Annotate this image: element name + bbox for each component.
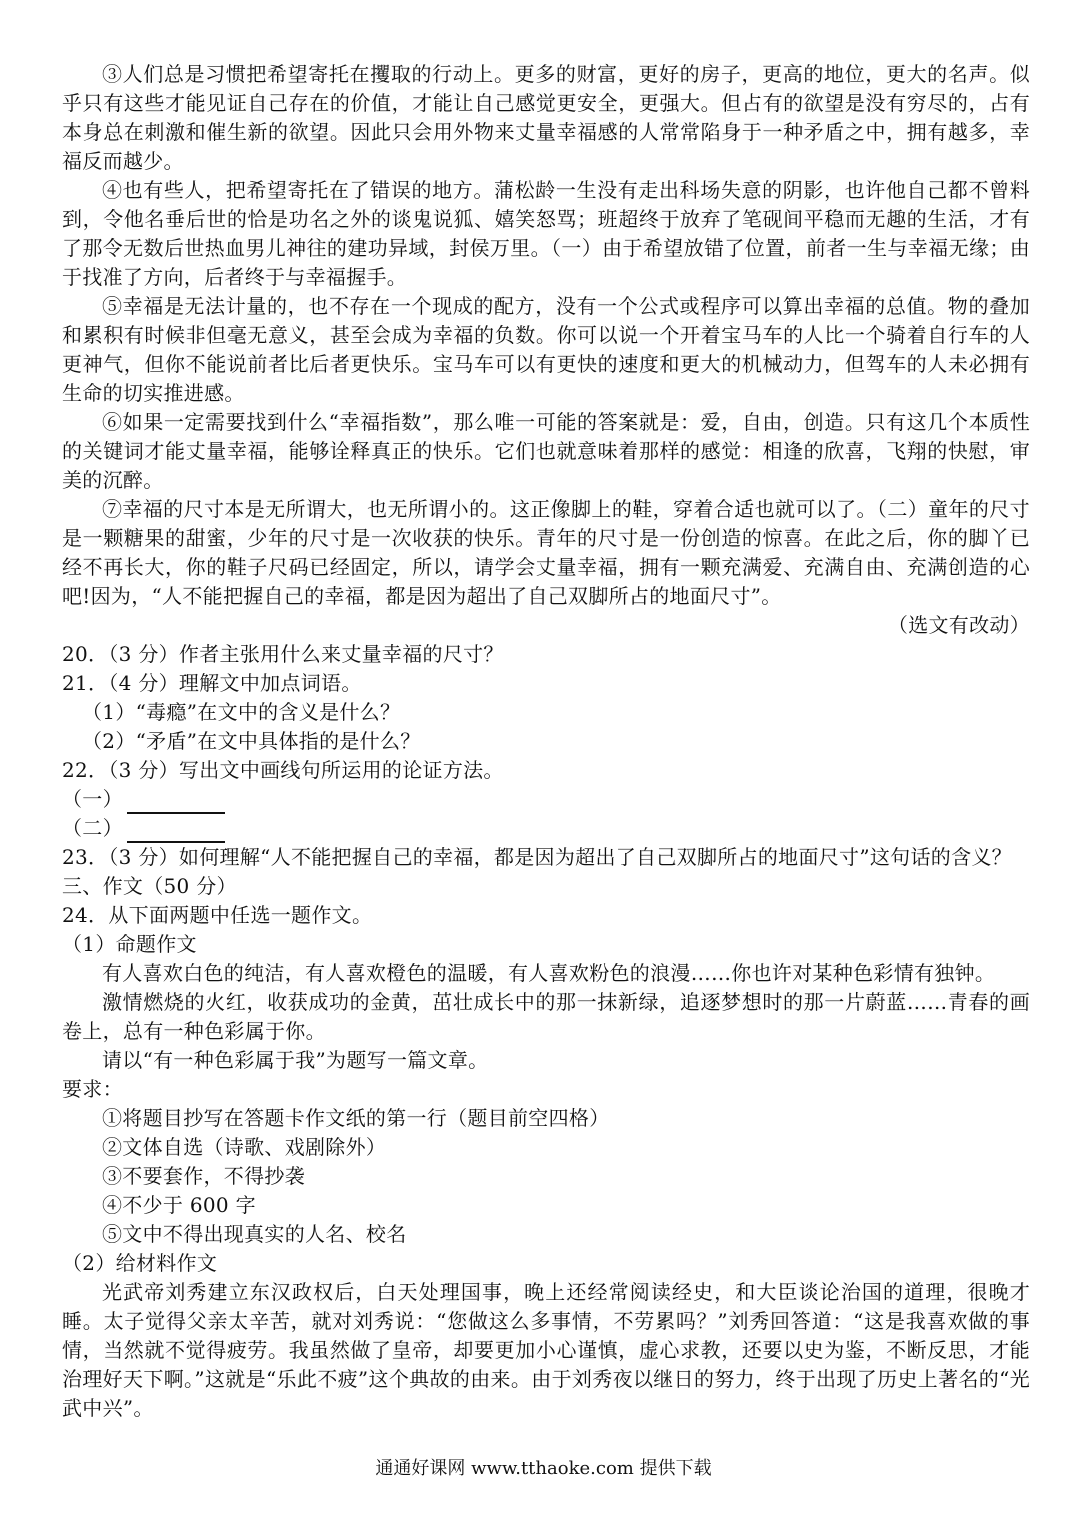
answer-label-a: （一） xyxy=(62,787,123,811)
requirement-3: ③不要套作，不得抄袭 xyxy=(102,1164,305,1188)
exam-page xyxy=(62,60,1030,1423)
passage-paragraph-7: ⑦幸福的尺寸本是无所谓大，也无所谓小的。这正像脚上的鞋，穿着合适也就可以了。（二）童年的尺寸是一颗糖果的甜蜜，少年的尺寸是一次收获的快乐。青年的尺寸是一份创造的惊喜。在此之后，你的脚丫已经不再长大，你的鞋子尺码已经固定，所以，请学会丈量幸福，拥有一颗充满爱、充满自由、充满创造的心吧!因为，“人不能把握自己的幸福，都是因为超出了自己双脚所占的地面尺寸”。 xyxy=(62,497,1030,608)
question-21-part-2: （2）“矛盾”在文中具体指的是什么？ xyxy=(82,729,421,753)
option-1-paragraph-1: 有人喜欢白色的纯洁，有人喜欢橙色的温暖，有人喜欢粉色的浪漫……你也许对某种色彩情有独钟。 xyxy=(102,961,996,985)
requirements-label: 要求： xyxy=(62,1077,123,1101)
answer-blank-b[interactable] xyxy=(127,819,225,843)
requirement-4: ④不少于 600 字 xyxy=(102,1193,256,1217)
option-2-paragraph: 光武帝刘秀建立东汉政权后，白天处理国事，晚上还经常阅读经史，和大臣谈论治国的道理，很晚才睡。太子觉得父亲太辛苦，就对刘秀说：“您做这么多事情，不劳累吗？”刘秀回答道：“这是我喜欢做的事情，当然就不觉得疲劳。我虽然做了皇帝，却要更加小心谨慎，虚心求教，还要以史为鉴，不断反思，才能治理好天下啊。”这就是“乐此不疲”这个典故的由来。由于刘秀夜以继日的努力，终于出现了历史上著名的“光武中兴”。 xyxy=(62,1280,1030,1420)
source-note: （选文有改动） xyxy=(887,613,1030,637)
composition-section-title: 三、作文（50 分） xyxy=(62,874,237,898)
question-22-answer-a xyxy=(62,785,1030,814)
question-24: 24．从下面两题中任选一题作文。 xyxy=(62,903,373,927)
passage-paragraph-3: ③人们总是习惯把希望寄托在攫取的行动上。更多的财富，更好的房子，更高的地位，更大的名声。似乎只有这些才能见证自己存在的价值，才能让自己感觉更安全，更强大。但占有的欲望是没有穷尽的，占有本身总在刺激和催生新的欲望。因此只会用外物来丈量幸福感的人常常陷身于一种矛盾之中，拥有越多，幸福反而越少。 xyxy=(62,62,1030,173)
passage-paragraph-5: ⑤幸福是无法计量的，也不存在一个现成的配方，没有一个公式或程序可以算出幸福的总值。物的叠加和累积有时候非但毫无意义，甚至会成为幸福的负数。你可以说一个开着宝马车的人比一个骑着自行车的人更神气，但你不能说前者比后者更快乐。宝马车可以有更快的速度和更大的机械动力，但驾车的人未必拥有生命的切实推进感。 xyxy=(62,294,1030,405)
question-23: 23．（3 分）如何理解“人不能把握自己的幸福，都是因为超出了自己双脚所占的地面尺寸”这句话的含义？ xyxy=(62,845,1012,869)
requirement-5: ⑤文中不得出现真实的人名、校名 xyxy=(102,1222,407,1246)
question-20: 20．（3 分）作者主张用什么来丈量幸福的尺寸？ xyxy=(62,642,504,666)
option-1-paragraph-2: 激情燃烧的火红，收获成功的金黄，茁壮成长中的那一抹新绿，追逐梦想时的那一片蔚蓝……青春的画卷上，总有一种色彩属于你。 xyxy=(62,990,1030,1043)
answer-label-b: （二） xyxy=(62,816,123,840)
question-22: 22．（3 分）写出文中画线句所运用的论证方法。 xyxy=(62,758,504,782)
passage-paragraph-4: ④也有些人，把希望寄托在了错误的地方。蒲松龄一生没有走出科场失意的阴影，也许他自己都不曾料到，令他名垂后世的恰是功名之外的谈鬼说狐、嬉笑怒骂；班超终于放弃了笔砚间平稳而无趣的生活，才有了那令无数后世热血男儿神往的建功异域，封侯万里。（一）由于希望放错了位置，前者一生与幸福无缘；由于找准了方向，后者终于与幸福握手。 xyxy=(62,178,1030,289)
requirement-1: ①将题目抄写在答题卡作文纸的第一行（题目前空四格） xyxy=(102,1106,610,1130)
option-2-title: （2）给材料作文 xyxy=(62,1251,218,1275)
option-1-title: （1）命题作文 xyxy=(62,932,197,956)
question-22-answer-b xyxy=(62,814,1030,843)
answer-blank-a[interactable] xyxy=(127,790,225,814)
option-1-paragraph-3: 请以“有一种色彩属于我”为题写一篇文章。 xyxy=(102,1048,489,1072)
passage-paragraph-6: ⑥如果一定需要找到什么“幸福指数”，那么唯一可能的答案就是：爱，自由，创造。只有这几个本质性的关键词才能丈量幸福，能够诠释真正的快乐。它们也就意味着那样的感觉：相逢的欣喜，飞翔的快慰，审美的沉醉。 xyxy=(62,410,1030,492)
question-21-part-1: （1）“毒瘾”在文中的含义是什么？ xyxy=(82,700,401,724)
page-footer: 通通好课网 www.tthaoke.com 提供下载 xyxy=(375,1458,712,1479)
question-21: 21．（4 分）理解文中加点词语。 xyxy=(62,671,362,695)
requirement-2: ②文体自选（诗歌、戏剧除外） xyxy=(102,1135,387,1159)
